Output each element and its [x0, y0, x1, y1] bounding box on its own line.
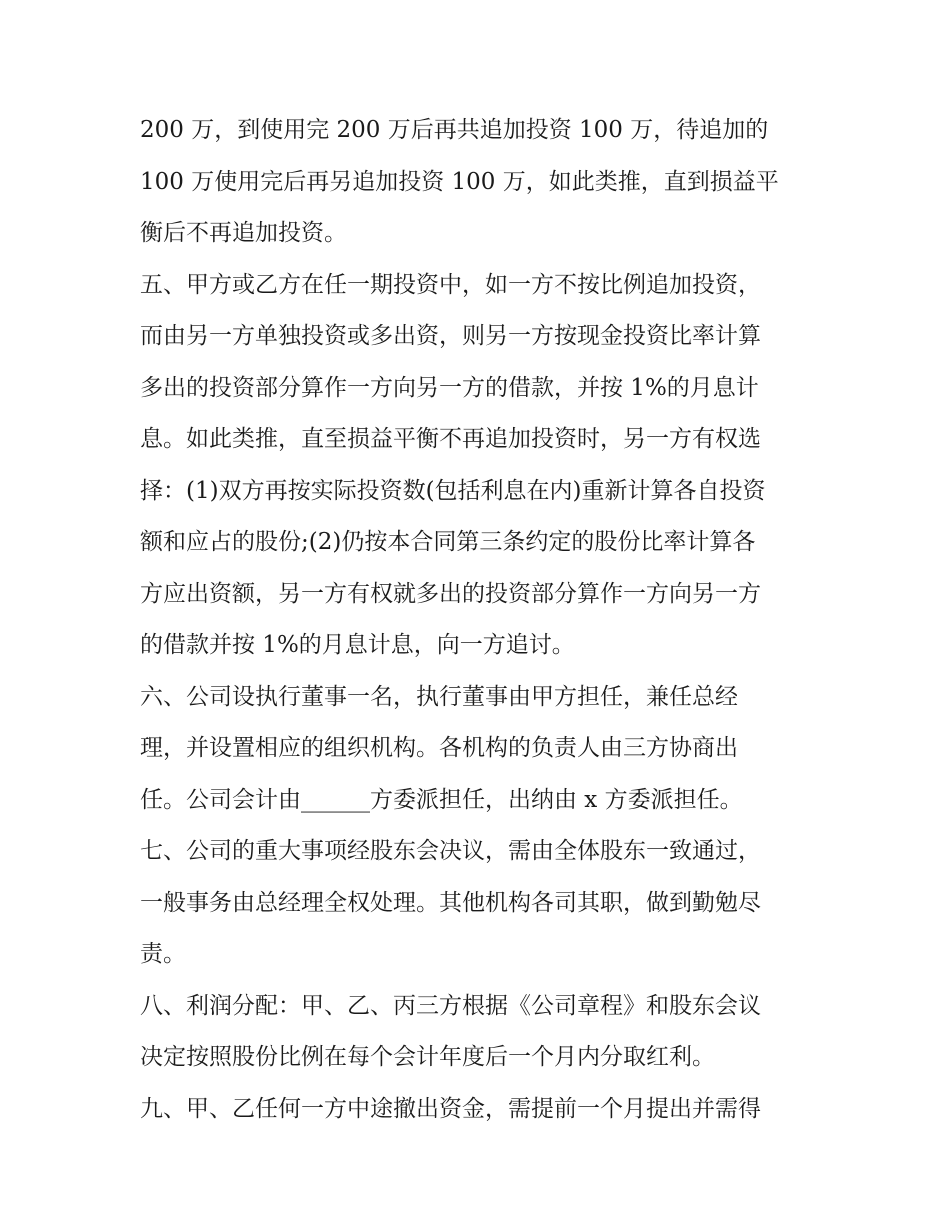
text-line: 而由另一方单独投资或多出资，则另一方按现金投资比率计算 — [140, 323, 761, 349]
text-line: 任。公司会计由______方委派担任，出纳由 x 方委派担任。 — [140, 786, 743, 813]
text-line: 的借款并按 1%的月息计息，向一方追讨。 — [140, 632, 575, 658]
text-line: 择：(1)双方再按实际投资数(包括利息在内)重新计算各自投资 — [140, 477, 766, 504]
clause-8-line: 八、利润分配：甲、乙、丙三方根据《公司章程》和股东会议 — [140, 992, 761, 1019]
text-line: 一般事务由总经理全权处理。其他机构各司其职，做到勤勉尽 — [140, 889, 761, 916]
text-line: 100 万使用完后再另追加投资 100 万，如此类推，直到损益平 — [140, 168, 779, 195]
clause-6-line: 六、公司设执行董事一名，执行董事由甲方担任，兼任总经 — [140, 683, 738, 710]
text-line: 多出的投资部分算作一方向另一方的借款，并按 1%的月息计 — [140, 374, 759, 401]
text-line: 额和应占的股份;(2)仍按本合同第三条约定的股份比率计算各 — [140, 529, 756, 555]
clause-9-line: 九、甲、乙任何一方中途撤出资金，需提前一个月提出并需得 — [140, 1095, 761, 1122]
text-line: 方应出资额，另一方有权就多出的投资部分算作一方向另一方 — [140, 580, 761, 607]
clause-7-line: 七、公司的重大事项经股东会决议，需由全体股东一致通过， — [140, 838, 761, 864]
text-line: 理，并设置相应的组织机构。各机构的负责人由三方协商出 — [140, 735, 738, 761]
text-line: 200 万，到使用完 200 万后再共追加投资 100 万，待追加的 — [140, 117, 769, 143]
clause-5-line: 五、甲方或乙方在任一期投资中，如一方不按比例追加投资， — [140, 271, 761, 298]
text-line: 息。如此类推，直至损益平衡不再追加投资时，另一方有权选 — [140, 426, 761, 452]
text-line: 衡后不再追加投资。 — [140, 220, 347, 246]
contract-text — [140, 108, 820, 1138]
text-line: 决定按照股份比例在每个会计年度后一个月内分取红利。 — [140, 1044, 715, 1070]
text-line: 责。 — [140, 941, 186, 967]
